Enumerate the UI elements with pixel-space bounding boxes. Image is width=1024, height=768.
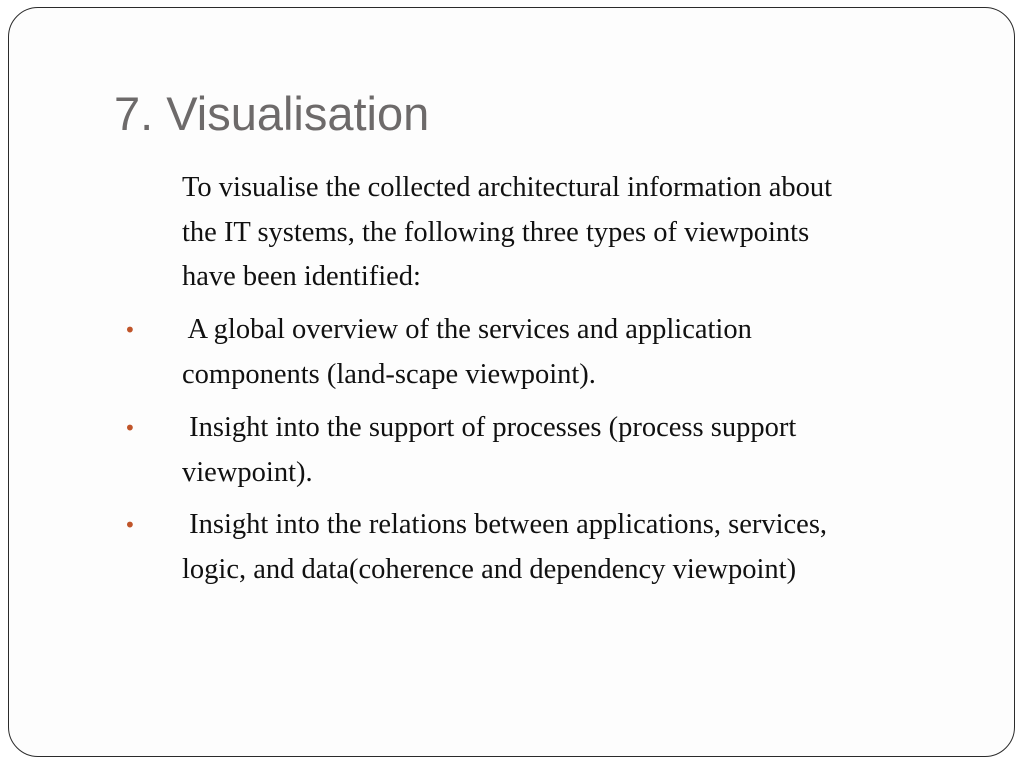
bullet-line: logic, and data(coherence and dependency viewpoint) [182,553,797,585]
bullet-line: A global overview of the services and application [182,314,752,345]
slide-title: 7. Visualisation [114,87,430,140]
intro-line: To visualise the collected architectural information about [182,172,833,203]
bullet-item-landscape [182,308,962,397]
bullet-line: Insight into the support of processes (process support [182,412,797,443]
bullet-item-coherence [182,503,962,592]
bullet-line: Insight into the relations between applications, services, [182,509,828,540]
bullet-line: viewpoint). [182,456,313,488]
bullet-icon: • [124,416,136,440]
bullet-item-process-support [182,406,962,495]
bullet-line: components (land-scape viewpoint). [182,358,596,390]
bullet-icon: • [124,318,136,342]
intro-line: the IT systems, the following three types of viewpoints [182,216,810,248]
intro-line: have been identified: [182,261,421,292]
intro-paragraph [182,166,962,300]
bullet-icon: • [124,513,136,537]
